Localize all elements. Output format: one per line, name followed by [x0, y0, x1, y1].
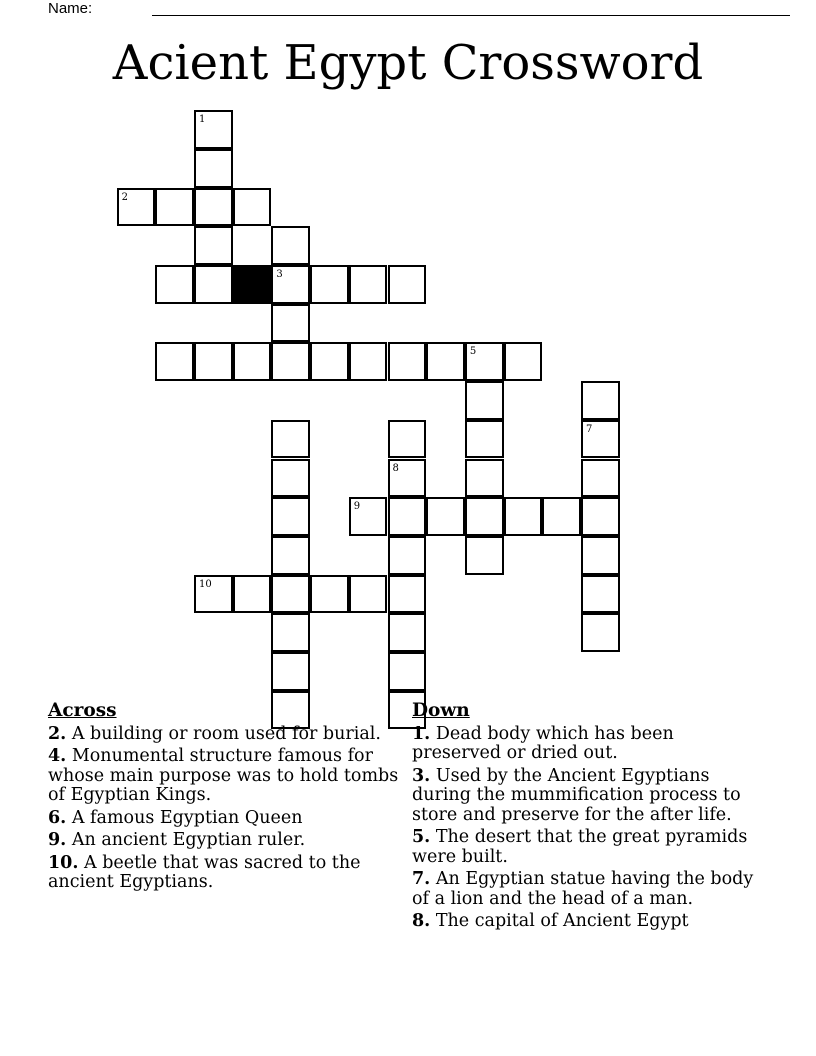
grid-cell[interactable] [194, 149, 233, 188]
clue-number: 9. [48, 830, 67, 850]
grid-cell[interactable] [388, 497, 427, 536]
grid-cell[interactable] [194, 226, 233, 265]
across-clues [48, 701, 408, 896]
clue-text: The capital of Ancient Egypt [430, 911, 689, 931]
clue-number: 6. [48, 807, 67, 828]
grid-cell[interactable] [349, 265, 388, 304]
grid-cell[interactable] [388, 342, 427, 381]
grid-cell[interactable] [194, 265, 233, 304]
clue-number: 7. [412, 869, 431, 889]
clue-text: An Egyptian statue having the body of a lion and the head of a man. [412, 869, 754, 909]
grid-cell[interactable] [271, 459, 310, 498]
clue-down-1 [412, 725, 762, 764]
clue-across-9 [48, 831, 408, 851]
grid-cell[interactable] [581, 497, 620, 536]
grid-cell[interactable] [581, 381, 620, 420]
grid-cell[interactable] [271, 536, 310, 575]
grid-block [233, 265, 272, 304]
clue-number-label: 5 [469, 346, 477, 358]
grid-cell[interactable] [310, 342, 349, 381]
clue-across-6 [48, 809, 408, 829]
grid-cell[interactable] [465, 459, 504, 498]
grid-cell[interactable] [194, 110, 233, 149]
grid-cell[interactable] [465, 342, 504, 381]
grid-cell[interactable] [194, 342, 233, 381]
clue-number-label: 10 [199, 578, 212, 590]
grid-cell[interactable] [465, 497, 504, 536]
clue-number: 4. [48, 746, 67, 766]
grid-cell[interactable] [581, 536, 620, 575]
grid-cell[interactable] [581, 459, 620, 498]
grid-cell[interactable] [581, 420, 620, 459]
grid-cell[interactable] [581, 575, 620, 614]
clue-number: 1. [412, 723, 431, 744]
grid-cell[interactable] [271, 575, 310, 614]
clue-number-label: 8 [392, 462, 399, 474]
grid-cell[interactable] [233, 575, 272, 614]
grid-cell[interactable] [271, 652, 310, 691]
grid-cell[interactable] [581, 613, 620, 652]
grid-cell[interactable] [271, 226, 310, 265]
clue-number-label: 1 [199, 114, 206, 126]
clue-text: Monumental structure famous for whose main purpose was to hold tombs of Egyptian Kings. [48, 746, 399, 805]
clue-down-3 [412, 767, 762, 826]
grid-cell[interactable] [271, 304, 310, 343]
grid-cell[interactable] [388, 575, 427, 614]
grid-cell[interactable] [117, 188, 156, 227]
clue-number-label: 9 [353, 501, 361, 513]
grid-cell[interactable] [349, 497, 388, 536]
grid-cell[interactable] [155, 188, 194, 227]
clue-number: 3. [412, 765, 431, 786]
clue-down-7 [412, 870, 762, 909]
grid-cell[interactable] [194, 575, 233, 614]
clue-number-label: 2 [121, 191, 128, 203]
grid-cell[interactable] [233, 342, 272, 381]
clue-text: An ancient Egyptian ruler. [66, 830, 306, 850]
grid-cell[interactable] [194, 188, 233, 227]
clue-number: 8. [412, 911, 431, 931]
grid-cell[interactable] [388, 459, 427, 498]
clue-text: A beetle that was sacred to the ancient Egyptians. [48, 852, 361, 892]
grid-cell[interactable] [310, 265, 349, 304]
clue-across-4 [48, 747, 408, 806]
grid-cell[interactable] [388, 420, 427, 459]
clue-down-8 [412, 912, 762, 932]
grid-cell[interactable] [504, 497, 543, 536]
grid-cell[interactable] [349, 342, 388, 381]
across-heading: Across [48, 700, 117, 721]
clue-down-5 [412, 828, 762, 867]
grid-cell[interactable] [310, 575, 349, 614]
grid-cell[interactable] [388, 536, 427, 575]
grid-cell[interactable] [465, 420, 504, 459]
clue-text: A building or room used for burial. [66, 723, 381, 744]
clue-number: 5. [412, 827, 431, 847]
clue-across-10 [48, 854, 408, 893]
clue-number-label: 7 [586, 423, 593, 435]
clue-text: Used by the Ancient Egyptians during the mummification process to store and preserve for the after life. [412, 765, 741, 825]
grid-cell[interactable] [271, 420, 310, 459]
clue-text: The desert that the great pyramids were built. [412, 827, 748, 867]
grid-cell[interactable] [426, 497, 465, 536]
grid-cell[interactable] [465, 381, 504, 420]
grid-cell[interactable] [542, 497, 581, 536]
clue-across-2 [48, 725, 408, 745]
clue-number-label: 3 [276, 269, 283, 280]
name-label: Name: [48, 0, 93, 17]
grid-cell[interactable] [504, 342, 543, 381]
down-clues [412, 701, 762, 935]
grid-cell[interactable] [233, 188, 272, 227]
down-heading: Down [412, 700, 470, 721]
grid-cell[interactable] [388, 265, 427, 304]
clue-number: 2. [48, 723, 67, 744]
grid-cell[interactable] [271, 342, 310, 381]
grid-cell[interactable] [349, 575, 388, 614]
grid-cell[interactable] [388, 652, 427, 691]
grid-cell[interactable] [465, 536, 504, 575]
page-title: Acient Egypt Crossword [112, 35, 704, 91]
grid-cell[interactable] [271, 613, 310, 652]
clue-text: A famous Egyptian Queen [66, 807, 303, 828]
grid-cell[interactable] [155, 342, 194, 381]
clue-text: Dead body which has been preserved or dried out. [412, 723, 674, 763]
grid-cell[interactable] [271, 265, 310, 304]
clue-number: 10. [48, 852, 79, 873]
grid-cell[interactable] [155, 265, 194, 304]
grid-cell[interactable] [426, 342, 465, 381]
grid-cell[interactable] [271, 497, 310, 536]
grid-cell[interactable] [388, 613, 427, 652]
